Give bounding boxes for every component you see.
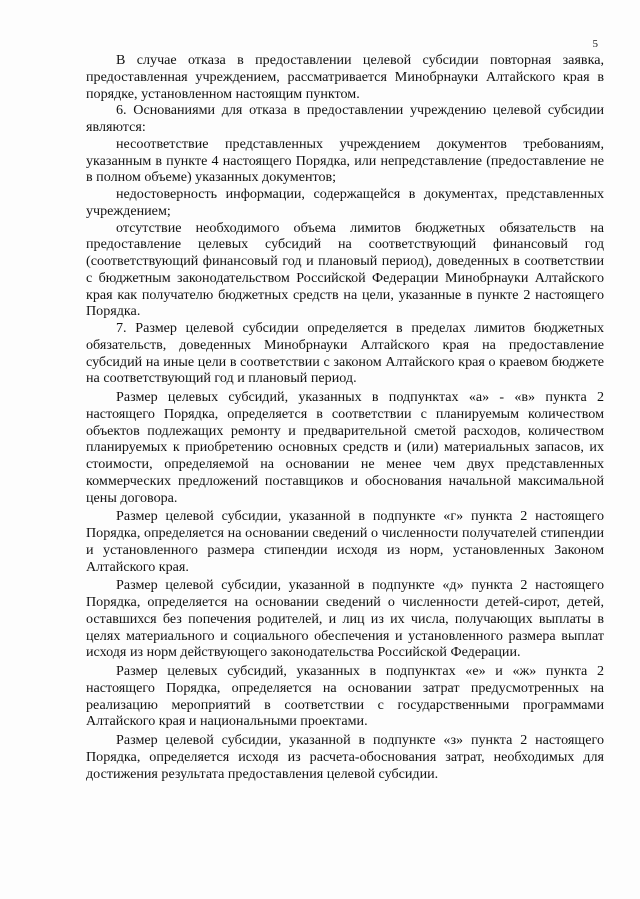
paragraph-subsidy-z: Размер целевой субсидии, указанной в подпункте «з» пункта 2 настоящего Порядка, определяется исходя из расчета-обоснования затрат, необходимых для достижения результата предоставления целевой субсидии. xyxy=(86,732,604,782)
paragraph-section-6-heading: 6. Основаниями для отказа в предоставлении учреждению целевой субсидии являются: xyxy=(86,102,604,135)
document-body xyxy=(86,52,604,782)
paragraph-subsidy-d: Размер целевой субсидии, указанной в подпункте «д» пункта 2 настоящего Порядка, определяется на основании сведений о численности детей-сирот, детей, оставшихся без попечения родителей, и лиц из их числа, получающих выплаты в целях материального и социального обеспечения и установленного размера выплат исходя из норм действующего законодательства Российской Федерации. xyxy=(86,577,604,661)
paragraph-ground-noncompliance: несоответствие представленных учреждением документов требованиям, указанным в пункте 4 настоящего Порядка, или непредставление (предоставление не в полном объеме) указанных документов; xyxy=(86,135,604,186)
paragraph-subsidy-a-v: Размер целевых субсидий, указанных в подпунктах «а» - «в» пункта 2 настоящего Порядка, определяется в соответствии с планируемым количеством объектов подлежащих ремонту и предварительной сметой расходов, количеством планируемых к приобретению основных средств и (или) материальных запасов, их стоимости, определяемой на основании не менее чем двух представленных коммерческих предложений поставщиков и обоснования начальной максимальной цены договора. xyxy=(86,389,604,506)
paragraph-subsidy-e-zh: Размер целевых субсидий, указанных в подпунктах «е» и «ж» пункта 2 настоящего Порядка, определяется на основании затрат предусмотренных на реализацию мероприятий в соответствии с государственными программами Алтайского края и национальными проектами. xyxy=(86,663,604,730)
page-number: 5 xyxy=(592,38,598,50)
paragraph-subsidy-g: Размер целевой субсидии, указанной в подпункте «г» пункта 2 настоящего Порядка, определяется на основании сведений о численности получателей стипендии и установленного размера стипендии исходя из норм, установленных Законом Алтайского края. xyxy=(86,508,604,575)
paragraph-ground-no-limits: отсутствие необходимого объема лимитов бюджетных обязательств на предоставление целевых субсидий на соответствующий финансовый год (соответствующий финансовый год и плановый период), доведенных в соответствии с бюджетным законодательством Российской Федерации Минобрнауки Алтайского края как получателю бюджетных средств на цели, указанные в пункте 2 настоящего Порядка. xyxy=(86,219,604,320)
paragraph-section-7: 7. Размер целевой субсидии определяется в пределах лимитов бюджетных обязательств, доведенных Минобрнауки Алтайского края на предоставление субсидий на иные цели в соответствии с законом Алтайского края о краевом бюджете на соответствующий год и плановый период. xyxy=(86,320,604,387)
paragraph-ground-inaccuracy: недостоверность информации, содержащейся в документах, представленных учреждением; xyxy=(86,186,604,219)
paragraph-refusal-resubmission: В случае отказа в предоставлении целевой субсидии повторная заявка, предоставленная учреждением, рассматривается Минобрнауки Алтайского края в порядке, установленном настоящим пунктом. xyxy=(86,52,604,102)
